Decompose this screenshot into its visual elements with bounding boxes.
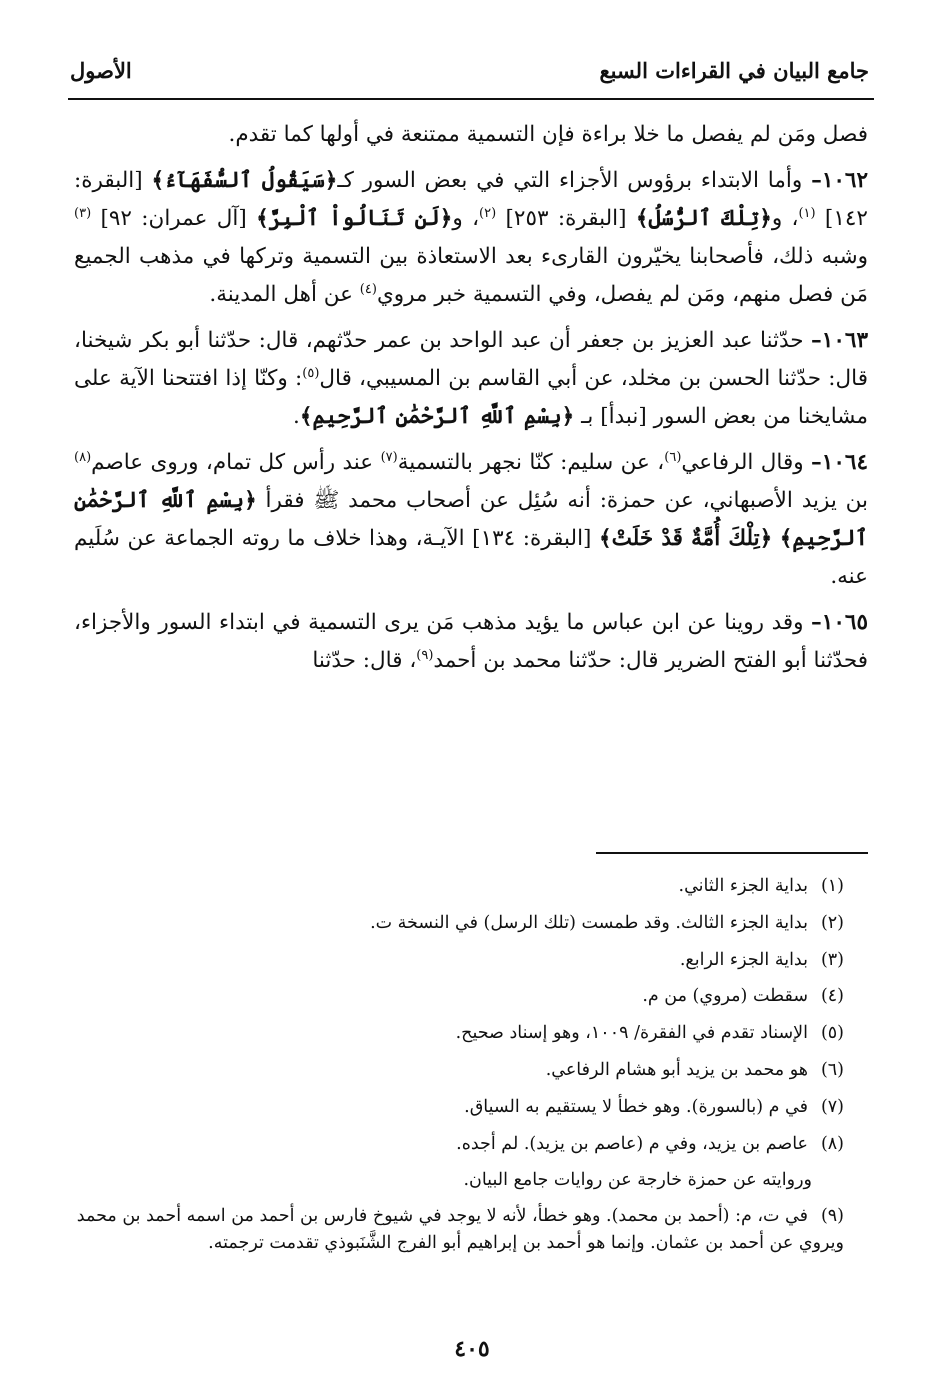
paragraph-intro: فصل ومَن لم يفصل ما خلا براءة فإن التسمية ممتنعة في أولها كما تقدم. bbox=[228, 122, 868, 147]
body-text: [البقرة: ١٣٤] الآيـة، وهذا خلاف ما روته الجماعة عن سُلَيم عنه. bbox=[74, 526, 868, 589]
footnote-text: سقطت (مروي) من م. bbox=[642, 986, 808, 1007]
quran-verse: ﴿بِسْمِ ٱللَّهِ ٱلرَّحْمَٰنِ ٱلرَّحِيمِ﴾ bbox=[299, 404, 575, 429]
footnote-item bbox=[70, 868, 844, 905]
footnote-ref[interactable]: (٥) bbox=[302, 365, 320, 381]
footnote-ref[interactable]: (٧) bbox=[380, 449, 398, 465]
verse-citation: [البقرة: ٢٥٣] bbox=[496, 206, 636, 231]
footnote-text: بداية الجزء الثالث. وقد طمست (تلك الرسل) في النسخة ت. bbox=[370, 912, 808, 933]
footnote-item bbox=[70, 1052, 844, 1089]
footnote-number: (١) bbox=[820, 876, 844, 896]
footnote-number: (٧) bbox=[820, 1096, 844, 1117]
footnote-ref[interactable]: (٢) bbox=[479, 205, 497, 221]
footnote-ref[interactable]: (٣) bbox=[74, 205, 92, 221]
body-text: وشبه ذلك، فأصحابنا يخيّرون القارىء بعد الاستعاذة بين التسمية وتركها في مذهب الجميع مَن فصل منهم، ومَن لم يفصل، وفي التسمية خبر مروي bbox=[74, 244, 868, 307]
body-text: حدّثنا عبد العزيز بن جعفر أن عبد الواحد بن عمر حدّثهم، قال: حدّثنا أبو بكر شيخنا، قال: حدّثنا الحسن بن مخلد، عن أبي القاسم بن المسيبي، قال bbox=[74, 328, 868, 391]
body-text: ، و bbox=[452, 206, 480, 231]
footnote-text: في ت، م: (أحمد بن محمد). وهو خطأ، لأنه لا يوجد في شيوخ فارس بن أحمد من اسمه أحمد بن محمد ويروي عن أحمد بن عثمان. وإنما هو أحمد بن إبراهيم أبو الفرج الشَّنَبوذي تقدمت ترجمته. bbox=[76, 1206, 844, 1254]
footnote-number: (٢) bbox=[820, 912, 844, 933]
body-text: وقد روينا عن ابن عباس ما يؤيد مذهب مَن يرى التسمية في ابتداء السور والأجزاء، فحدّثنا أبو الفتح الضرير قال: حدّثنا محمد بن أحمد bbox=[74, 610, 868, 673]
footnote-ref[interactable]: (١) bbox=[798, 205, 816, 221]
quran-verse: ﴿تِلْكَ ٱلرُّسُلُ﴾ bbox=[635, 206, 772, 231]
footnote-text: بداية الجزء الرابع. bbox=[679, 949, 808, 970]
running-header bbox=[70, 58, 869, 98]
footnote-item bbox=[70, 978, 844, 1015]
footnote-number: (٦) bbox=[820, 1059, 844, 1080]
body-text: بن يزيد الأصبهاني، عن حمزة: أنه سُئِل عن أصحاب محمد ﷺ فقرأ bbox=[256, 488, 868, 513]
main-body bbox=[74, 116, 868, 680]
quran-verse: ﴿سَيَقُولُ ٱلسُّفَهَآءُ﴾ bbox=[151, 168, 338, 193]
footnotes bbox=[70, 868, 844, 1257]
body-text: وقال الرفاعي bbox=[681, 450, 812, 475]
book-title: جامع البيان في القراءات السبع bbox=[599, 58, 869, 83]
footnote-continuation: وروايته عن حمزة خارجة عن روايات جامع البيان. bbox=[463, 1170, 812, 1191]
footnote-number: (٥) bbox=[820, 1023, 844, 1044]
header-divider bbox=[68, 98, 874, 100]
footnote-text: عاصم بن يزيد، وفي م (عاصم بن يزيد). لم أجده. bbox=[456, 1133, 808, 1154]
body-text: عند رأس كل تمام، وروى عاصم bbox=[91, 450, 381, 475]
footnote-item bbox=[70, 1126, 844, 1163]
paragraph-1063 bbox=[74, 322, 868, 436]
paragraph-1064 bbox=[74, 444, 868, 596]
footnote-item bbox=[70, 942, 844, 979]
footnote-ref[interactable]: (٩) bbox=[416, 647, 434, 663]
body-text bbox=[772, 526, 780, 551]
paragraph-number: ١٠٦٤– bbox=[811, 450, 868, 475]
footnote-text: بداية الجزء الثاني. bbox=[678, 876, 808, 896]
quran-verse: ﴿تِلْكَ أُمَّةٌ قَدْ خَلَتْ﴾ bbox=[599, 526, 773, 551]
paragraph-number: ١٠٦٥– bbox=[811, 610, 868, 635]
body-text: عن أهل المدينة. bbox=[209, 282, 360, 307]
body-text: ، قال: حدّثنا bbox=[312, 648, 417, 673]
footnote-ref[interactable]: (٨) bbox=[74, 449, 92, 465]
footnote-number: (٩) bbox=[820, 1206, 844, 1227]
body-text: : وكنّا إذا افتتحنا الآية على مشايخنا من بعض السور [نبدأ] بـ bbox=[74, 366, 868, 429]
paragraph-number: ١٠٦٢– bbox=[811, 168, 869, 193]
body-text: ، عن سليم: كنّا نجهر بالتسمية bbox=[397, 450, 665, 475]
footnote-divider bbox=[596, 852, 868, 854]
footnote-item bbox=[70, 1015, 844, 1052]
paragraph-1065 bbox=[74, 604, 868, 680]
quran-verse: ﴿بِسْمِ ٱللَّهِ ٱلرَّحْمَٰنِ ٱلرَّحِيمِ﴾ bbox=[74, 488, 868, 551]
footnote-ref[interactable]: (٦) bbox=[664, 449, 682, 465]
page-number: ٤٠٥ bbox=[454, 1336, 490, 1362]
footnote-item bbox=[70, 905, 844, 942]
footnote-text: في م (بالسورة). وهو خطأ لا يستقيم به السياق. bbox=[464, 1096, 808, 1117]
footnote-ref[interactable]: (٤) bbox=[359, 281, 377, 297]
verse-citation: [آل عمران: ٩٢] bbox=[91, 206, 257, 231]
footnote-number: (٣) bbox=[820, 949, 844, 970]
paragraph-number: ١٠٦٣– bbox=[811, 328, 868, 353]
footnote-item bbox=[70, 1203, 844, 1257]
section-title: الأصول bbox=[70, 58, 132, 83]
footnote-text: هو محمد بن يزيد أبو هشام الرفاعي. bbox=[545, 1059, 808, 1080]
body-text: وأما الابتداء برؤوس الأجزاء التي في بعض السور كـ bbox=[337, 168, 812, 193]
body-text: . bbox=[293, 404, 300, 429]
footnote-number: (٤) bbox=[820, 986, 844, 1007]
verse-citation: [البقرة: ١٤٢] bbox=[74, 168, 868, 231]
footnote-text: الإسناد تقدم في الفقرة/ ١٠٠٩، وهو إسناد صحيح. bbox=[455, 1023, 808, 1044]
paragraph-1062 bbox=[74, 162, 868, 314]
footnote-number: (٨) bbox=[820, 1133, 844, 1154]
body-text: ، و bbox=[771, 206, 799, 231]
quran-verse: ﴿لَن تَنَالُواْ ٱلْبِرَّ﴾ bbox=[256, 206, 453, 231]
footnote-item bbox=[70, 1089, 844, 1126]
